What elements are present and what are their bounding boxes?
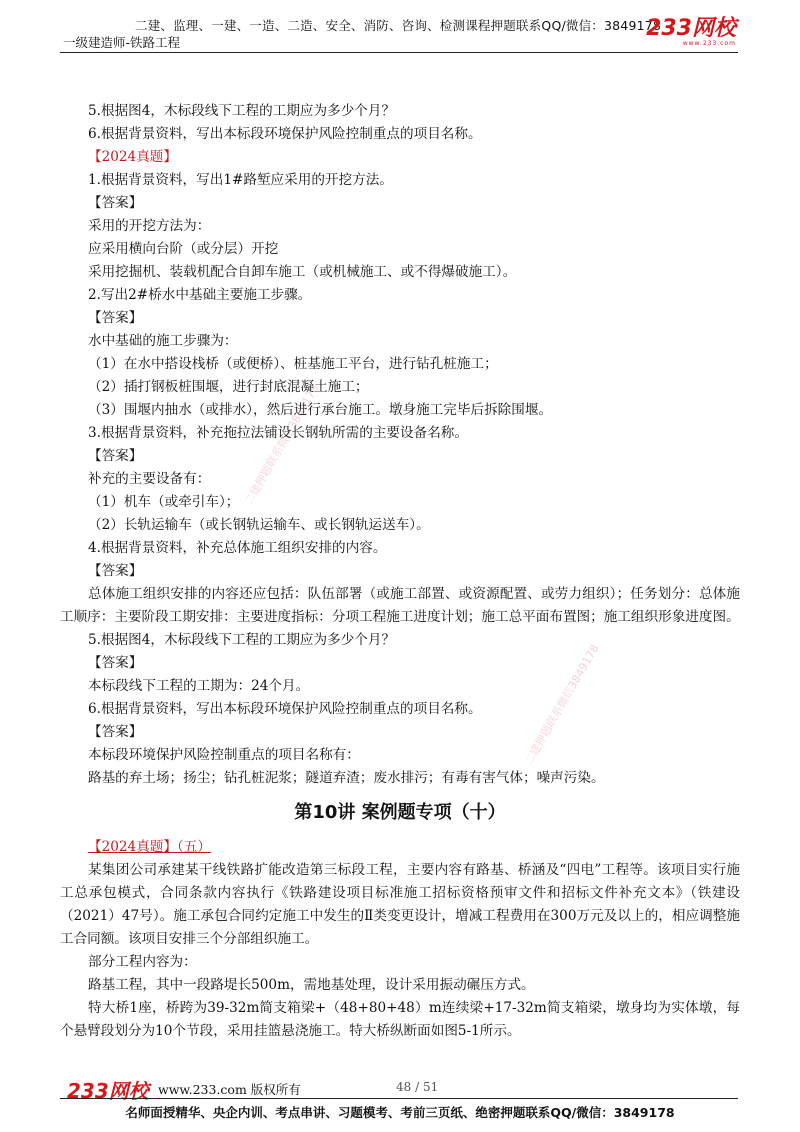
document-body [60, 100, 740, 1043]
answer-text: 本标段环境保护风险控制重点的项目名称有： [88, 747, 360, 763]
header-divider [60, 52, 738, 53]
answer-text: （1）在水中搭设栈桥（或便桥）、桩基施工平台，进行钻孔桩施工； [88, 356, 498, 372]
page-number: 48 / 51 [396, 1080, 439, 1094]
answer-text: （3）围堰内抽水（或排水），然后进行承台施工。墩身施工完毕后拆除围堰。 [88, 402, 553, 418]
case-paragraph: 部分工程内容为： [88, 954, 197, 970]
header-subject: 一级建造师-铁路工程 [63, 35, 181, 50]
footer-copyright: www.233.com 版权所有 [158, 1082, 301, 1097]
question-text: 5.根据图4，木标段线下工程的工期应为多少个月？ [88, 103, 396, 119]
footer-promo: 名师面授精华、央企内训、考点串讲、习题模考、考前三页纸、绝密押题联系QQ/微信：3849178 [125, 1105, 675, 1120]
answer-text: （2）插打钢板桩围堰，进行封底混凝土施工； [88, 379, 369, 395]
answer-text: 应采用横向台阶（或分层）开挖 [88, 241, 279, 257]
answer-label: 【答案】 [88, 195, 143, 211]
footer-divider [60, 1098, 738, 1099]
brand-logo-text: 233网校 [646, 16, 736, 41]
watermark: 二建押题联系微信3849178 [241, 382, 322, 508]
case-paragraph: 特大桥1座，桥跨为39-32m简支箱梁+（48+80+48）m连续梁+17-32m简支箱梁，墩身均为实体墩，每个悬臂段划分为10个节段，采用挂篮悬浇施工。特大桥纵断面如图5-1所示。 [60, 1000, 740, 1039]
answer-text: 路基的弃土场；扬尘；钻孔桩泥浆；隧道弃渣；废水排污；有毒有害气体；噪声污染。 [88, 770, 605, 786]
answer-text: （2）长轨运输车（或长钢轨运输车、或长钢轨运送车）。 [88, 517, 430, 533]
case-paragraph: 路基工程，其中一段路堤长500m，需地基处理，设计采用振动碾压方式。 [88, 977, 535, 993]
header-promo: 二建、监理、一建、一造、二造、安全、消防、咨询、检测课程押题联系QQ/微信：3849178 [135, 18, 662, 33]
watermark: 二建押题联系微信3849178 [521, 642, 602, 768]
question-text: 4.根据背景资料，补充总体施工组织安排的内容。 [88, 540, 387, 556]
answer-text: 采用的开挖方法为： [88, 218, 211, 234]
answer-text: 采用挖掘机、装载机配合自卸车施工（或机械施工、或不得爆破施工）。 [88, 264, 517, 280]
answer-text: 水中基础的施工步骤为： [88, 333, 238, 349]
brand-logo-url: www.233.com [682, 40, 736, 47]
question-text: 3.根据背景资料，补充拖拉法铺设长钢轨所需的主要设备名称。 [88, 425, 468, 441]
answer-text: 本标段线下工程的工期为：24个月。 [88, 678, 310, 694]
answer-text: （1）机车（或牵引车）； [88, 494, 240, 510]
brand-logo[interactable] [646, 18, 736, 48]
question-text: 5.根据图4，木标段线下工程的工期应为多少个月？ [88, 632, 396, 648]
footer-logo[interactable]: 233网校 [67, 1079, 149, 1103]
question-text: 6.根据背景资料，写出本标段环境保护风险控制重点的项目名称。 [88, 126, 482, 142]
exam-tag: 【2024真题】（五） [88, 839, 211, 855]
answer-label: 【答案】 [88, 310, 143, 326]
chapter-title: 第10讲 案例题专项（十） [294, 802, 506, 823]
case-paragraph: 某集团公司承建某干线铁路扩能改造第三标段工程，主要内容有路基、桥涵及“四电”工程等。该项目实行施工总承包模式，合同条款内容执行《铁路建设项目标准施工招标资格预审文件和招标文件补充文本》（铁建设（2021）47号）。施工承包合同约定施工中发生的Ⅱ类变更设计，增减工程费用在300万元及以上的，相应调整施工合同额。该项目安排三个分部组织施工。 [60, 862, 740, 947]
question-text: 1.根据背景资料，写出1#路堑应采用的开挖方法。 [88, 172, 393, 188]
answer-label: 【答案】 [88, 448, 143, 464]
question-text: 2.写出2#桥水中基础主要施工步骤。 [88, 287, 312, 303]
answer-paragraph: 总体施工组织安排的内容还应包括：队伍部署（或施工部置、或资源配置、或劳力组织）；任务划分：总体施工顺序：主要阶段工期安排：主要进度指标：分项工程施工进度计划；施工总平面布置图；施工组织形象进度图。 [60, 586, 740, 625]
answer-label: 【答案】 [88, 563, 143, 579]
exam-tag: 【2024真题】 [88, 149, 177, 165]
answer-label: 【答案】 [88, 655, 143, 671]
answer-text: 补充的主要设备有： [88, 471, 211, 487]
answer-label: 【答案】 [88, 724, 143, 740]
question-text: 6.根据背景资料，写出本标段环境保护风险控制重点的项目名称。 [88, 701, 482, 717]
